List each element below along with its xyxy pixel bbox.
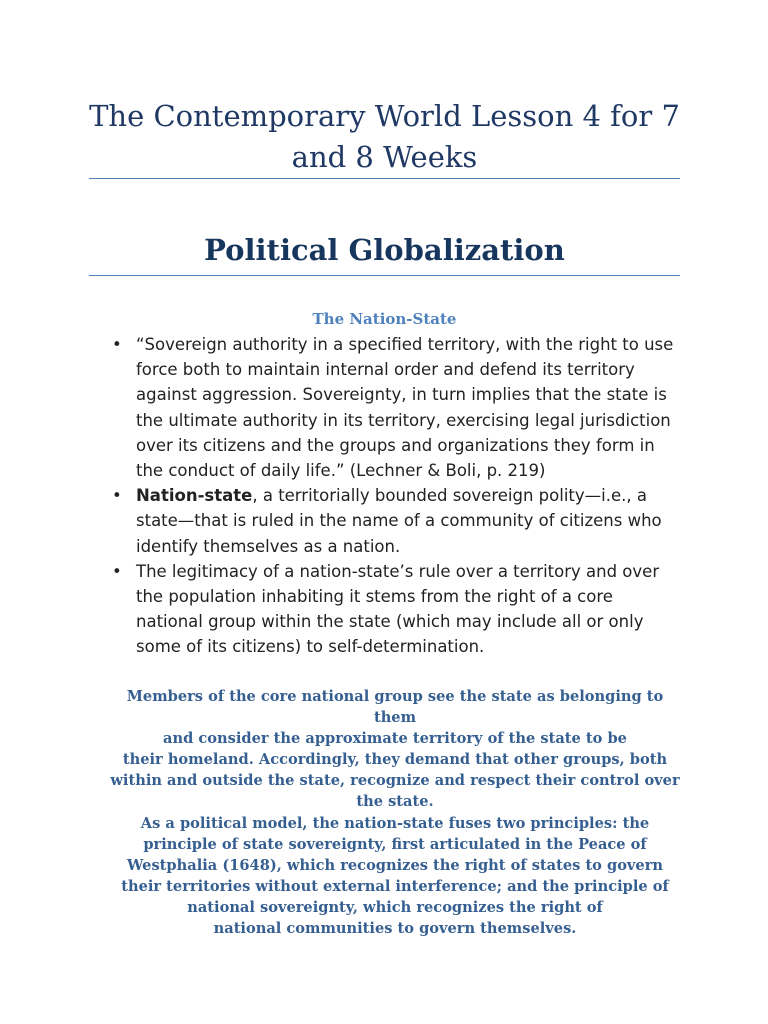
bullet-icon: • xyxy=(112,486,122,506)
bullet-icon: • xyxy=(112,335,122,354)
list-item xyxy=(110,483,680,559)
list-item xyxy=(110,559,680,660)
bullet-list xyxy=(110,332,680,660)
closing-line: national communities to govern themselves. xyxy=(213,920,577,938)
closing-line: national sovereignty, which recognizes the right of xyxy=(187,898,603,916)
bullet-text: “Sovereign authority in a specified territory, with the right to use force both to maintain internal order and defend its territory against aggression. Sovereignty, in turn implies that the state is the ultimate authority in its territory, exercising legal jurisdiction over its citizens and the groups and organizations they form in the conduct of daily life.” (Lechner & Boli, p. 219) xyxy=(136,335,674,481)
document-title: The Contemporary World Lesson 4 for 7 and 8 Weeks xyxy=(89,99,680,174)
closing-line: As a political model, the nation-state fuses two principles: the xyxy=(140,814,650,832)
closing-line: their homeland. Accordingly, they demand that other groups, both xyxy=(122,751,668,769)
closing-line: their territories without external interference; and the principle of xyxy=(121,877,669,895)
closing-line: principle of state sovereignty, first articulated in the Peace of xyxy=(143,835,647,853)
bullet-text: , a territorially bounded sovereign polity—i.e., a state—that is ruled in the name of a community of citizens who identify themselves as a nation. xyxy=(136,486,662,556)
list-item xyxy=(110,332,680,483)
closing-line: Members of the core national group see the state as belonging to them xyxy=(126,688,664,727)
closing-paragraph xyxy=(105,686,685,939)
title-divider xyxy=(89,178,680,179)
closing-line: the state. xyxy=(356,793,434,811)
subheading: The Nation-State xyxy=(312,310,457,328)
bullet-lead-term: Nation-state xyxy=(136,486,253,506)
closing-line: within and outside the state, recognize and respect their control over xyxy=(110,772,680,790)
bullet-icon: • xyxy=(112,561,122,581)
section-title: Political Globalization xyxy=(204,233,565,267)
closing-line: Westphalia (1648), which recognizes the right of states to govern xyxy=(126,856,663,874)
section-divider xyxy=(89,275,680,276)
bullet-text: The legitimacy of a nation-state’s rule over a territory and over the population inhabiting it stems from the right of a core national group within the state (which may include all or only some of its citizens) to self-determination. xyxy=(136,561,660,657)
closing-line: and consider the approximate territory of the state to be xyxy=(163,730,627,748)
